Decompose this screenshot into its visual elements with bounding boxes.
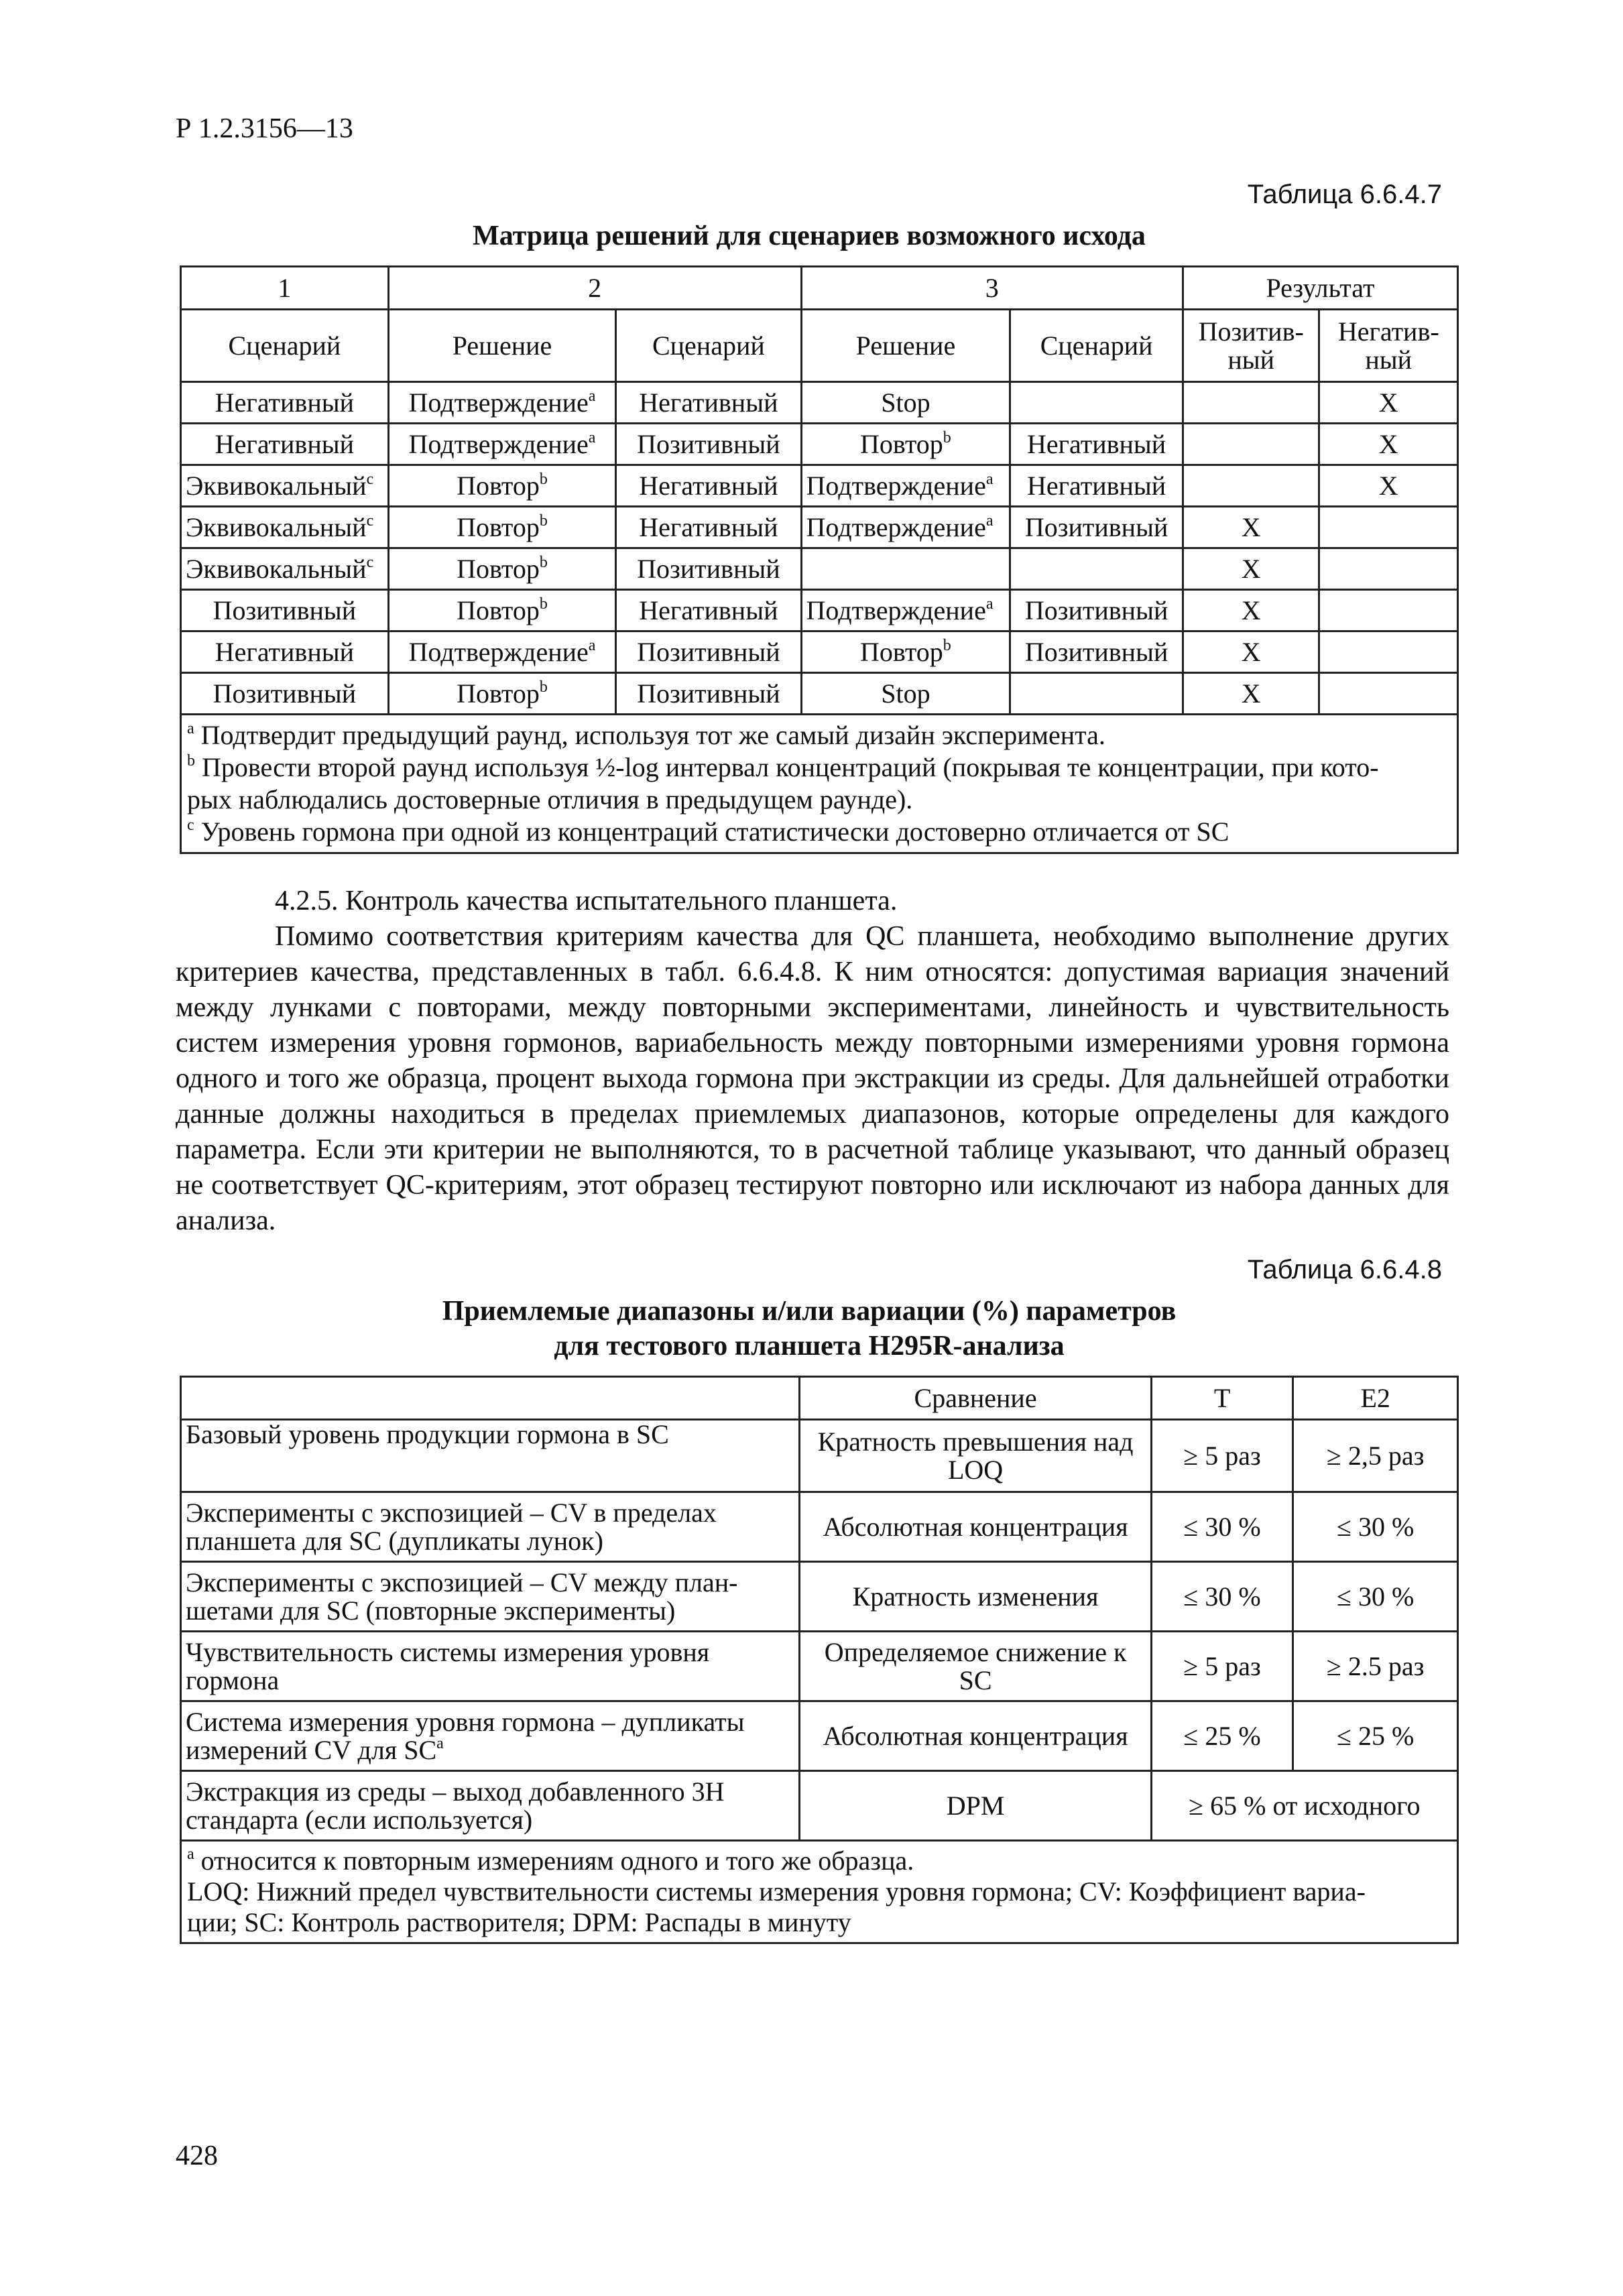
cell-parameter [181, 1420, 800, 1492]
cell-e2: ≤ 30 % [1293, 1492, 1458, 1562]
cell-parameter [181, 1771, 800, 1841]
table1-notes-row [181, 715, 1458, 853]
footnote-b [187, 751, 1451, 784]
cell-text: Эквивокальный [186, 553, 367, 584]
cell-comparison [800, 1420, 1151, 1492]
cell-decision-1 [388, 507, 615, 548]
cell-negative: X [1319, 465, 1458, 507]
footnote-mark: b [539, 511, 548, 530]
footnote-mark: a [985, 470, 994, 488]
cell-scenario-1: Негативный [181, 424, 389, 465]
cell-comparison: Кратность изменения [800, 1562, 1151, 1632]
cell-parameter [181, 1492, 800, 1562]
column-header: T [1151, 1377, 1293, 1420]
header-line: Позитив- [1198, 316, 1304, 347]
column-header: Решение [801, 310, 1010, 382]
cell-decision-2 [801, 548, 1010, 590]
table2-title [176, 1294, 1443, 1364]
cell-decision-1 [388, 673, 615, 715]
cell-t-e2-merged: ≥ 65 % от исходного [1151, 1771, 1457, 1841]
table-row [181, 424, 1458, 465]
cell-e2: ≤ 25 % [1293, 1701, 1458, 1771]
cell-text: Повтор [457, 553, 540, 584]
column-header: Сценарий [181, 310, 389, 382]
table-row [181, 631, 1458, 673]
cell-text: Повтор [860, 636, 943, 667]
cell-decision-1 [388, 590, 615, 631]
footnote-mark: b [539, 678, 548, 696]
cell-text: Подтверждение [408, 387, 589, 418]
cell-scenario-2: Негативный [616, 590, 801, 631]
table-row [181, 1420, 1458, 1492]
cell-parameter [181, 1562, 800, 1632]
table-row [181, 1632, 1458, 1701]
column-header-positive [1183, 310, 1319, 382]
cell-decision-2 [801, 465, 1010, 507]
footnote-text: Провести второй раунд используя ½-log интервал концентраций (покрывая те концентрации, при кото- [195, 752, 1379, 782]
table1-notes [181, 715, 1458, 853]
footnote-mark: a [985, 595, 994, 613]
cell-text: Подтверждение [806, 595, 986, 625]
cell-text: Повтор [457, 678, 540, 709]
cell-comparison: Абсолютная концентрация [800, 1701, 1151, 1771]
footnote-text: относится к повторным измерениям одного и того же образца. [194, 1846, 914, 1876]
group-header: 3 [801, 267, 1183, 310]
cell-text: Подтверждение [408, 636, 589, 667]
cell-decision-1 [388, 465, 615, 507]
cell-text: гормона [186, 1665, 280, 1695]
cell-positive: X [1183, 507, 1319, 548]
cell-scenario-1: Позитивный [181, 590, 389, 631]
table2-notes-row [181, 1841, 1458, 1943]
cell-scenario-1: Негативный [181, 382, 389, 424]
cell-scenario-1 [181, 548, 389, 590]
cell-decision-2: Stop [801, 673, 1010, 715]
cell-scenario-1: Негативный [181, 631, 389, 673]
cell-scenario-3: Позитивный [1010, 631, 1183, 673]
table-row [181, 673, 1458, 715]
cell-decision-2 [801, 507, 1010, 548]
column-header [181, 1377, 800, 1420]
page-number: 428 [176, 2140, 218, 2171]
cell-positive: X [1183, 548, 1319, 590]
cell-t: ≤ 25 % [1151, 1701, 1293, 1771]
footnote-mark: b [943, 636, 951, 654]
footnote-b-cont: рых наблюдались достоверные отличия в предыдущем раунде). [187, 784, 913, 814]
cell-negative: X [1319, 424, 1458, 465]
footnote-mark: a [588, 428, 596, 446]
footnote-mark: a [985, 511, 994, 530]
cell-scenario-2: Негативный [616, 382, 801, 424]
cell-text: стандарта (если используется) [186, 1804, 533, 1835]
cell-parameter [181, 1632, 800, 1701]
cell-text: Подтверждение [408, 428, 589, 459]
cell-comparison [800, 1632, 1151, 1701]
cell-scenario-1 [181, 465, 389, 507]
cell-scenario-3: Позитивный [1010, 590, 1183, 631]
cell-scenario-2: Позитивный [616, 548, 801, 590]
cell-scenario-3: Негативный [1010, 465, 1183, 507]
acceptable-ranges-table [180, 1376, 1459, 1944]
cell-e2: ≤ 30 % [1293, 1562, 1458, 1632]
cell-negative [1319, 673, 1458, 715]
cell-scenario-3 [1010, 382, 1183, 424]
document-id: Р 1.2.3156—13 [176, 113, 353, 144]
footnote-a [187, 719, 1451, 751]
cell-scenario-3 [1010, 673, 1183, 715]
cell-scenario-2: Негативный [616, 507, 801, 548]
table2-notes [181, 1841, 1458, 1943]
cell-positive [1183, 424, 1319, 465]
abbreviations-cont: ции; SC: Контроль растворителя; DPM: Распады в минуту [187, 1907, 851, 1937]
footnote-text: Уровень гормона при одной из концентраций статистически достоверно отличается от SC [194, 817, 1229, 847]
cell-text: Повтор [457, 511, 540, 542]
cell-text: Чувствительность системы измерения уровня [186, 1636, 710, 1667]
section-paragraph: Помимо соответствия критериям качества для QC планшета, необходимо выполнение других критериев качества, представленных в табл. 6.6.4.8. К ним относятся: допустимая вариация значений между лунками с повторами, между повторными экспериментами, линейность и чувствительность систем измерения уровня гормонов, вариабельность между повторными измерениями уровня гормона одного и того же образца, процент выхода гормона при экстракции из среды. Для дальнейшей отработки данные должны находиться в пределах приемлемых диапазонов, которые определены для каждого параметра. Если эти критерии не выполняются, то в расчетной таблице указывают, что данный образец не соответствует QC-критериям, этот образец тестируют повторно или исключают из набора данных для анализа. [176, 921, 1449, 1236]
section-heading: 4.2.5. Контроль качества испытательного планшета. [275, 886, 898, 916]
footnote-mark: b [187, 752, 195, 770]
footnote-mark: b [539, 595, 548, 613]
cell-positive: X [1183, 673, 1319, 715]
cell-scenario-1 [181, 507, 389, 548]
cell-negative: X [1319, 382, 1458, 424]
cell-scenario-3: Негативный [1010, 424, 1183, 465]
cell-text: планшета для SC (дупликаты лунок) [186, 1525, 603, 1556]
group-header: Результат [1183, 267, 1457, 310]
cell-scenario-2: Позитивный [616, 673, 801, 715]
header-line: ный [1227, 344, 1275, 375]
cell-e2: ≥ 2,5 раз [1293, 1420, 1458, 1492]
cell-comparison: Абсолютная концентрация [800, 1492, 1151, 1562]
column-header: Сравнение [800, 1377, 1151, 1420]
table2-title-line: для тестового планшета H295R-анализа [554, 1331, 1065, 1362]
footnote-mark: b [539, 553, 548, 571]
cell-text: Эксперименты с экспозицией – CV между план- [186, 1567, 738, 1597]
cell-e2: ≥ 2.5 раз [1293, 1632, 1458, 1701]
cell-negative [1319, 631, 1458, 673]
cell-text: Система измерения уровня гормона – дупликаты [186, 1706, 745, 1737]
footnote-a [187, 1846, 1451, 1876]
cell-decision-1 [388, 631, 615, 673]
cell-text: Эквивокальный [186, 470, 367, 501]
cell-parameter [181, 1701, 800, 1771]
cell-t: ≤ 30 % [1151, 1492, 1293, 1562]
cell-text: Повтор [457, 470, 540, 501]
column-header: E2 [1293, 1377, 1458, 1420]
cell-decision-1 [388, 548, 615, 590]
cell-positive: X [1183, 631, 1319, 673]
footnote-mark: c [366, 470, 374, 488]
footnote-mark: a [588, 387, 596, 405]
decision-matrix-table [180, 265, 1459, 854]
cell-decision-2 [801, 590, 1010, 631]
cell-text: Эксперименты с экспозицией – CV в пределах [186, 1497, 717, 1528]
footnote-mark: b [539, 470, 548, 488]
cell-negative [1319, 590, 1458, 631]
cell-text: шетами для SC (повторные эксперименты) [186, 1595, 676, 1626]
column-header: Решение [388, 310, 615, 382]
cell-text: измерений CV для SC [186, 1734, 437, 1765]
cell-scenario-3: Позитивный [1010, 507, 1183, 548]
cell-t: ≥ 5 раз [1151, 1632, 1293, 1701]
cell-scenario-2: Позитивный [616, 631, 801, 673]
table-row [181, 1492, 1458, 1562]
abbreviations: LOQ: Нижний предел чувствительности системы измерения уровня гормона; CV: Коэффициент вариа- [187, 1876, 1366, 1907]
table2-title-line: Приемлемые диапазоны и/или вариации (%) параметров [442, 1296, 1177, 1327]
footnote-mark: c [366, 553, 374, 571]
table2-header-row [181, 1377, 1458, 1420]
cell-scenario-2: Позитивный [616, 424, 801, 465]
footnote-mark: c [366, 511, 374, 530]
table-row [181, 548, 1458, 590]
table-row [181, 1562, 1458, 1632]
footnote-mark: a [436, 1734, 444, 1752]
header-line: ный [1365, 344, 1412, 375]
column-header: Сценарий [616, 310, 801, 382]
footnote-mark: a [588, 636, 596, 654]
cell-t: ≤ 30 % [1151, 1562, 1293, 1632]
cell-text: SC [959, 1665, 992, 1695]
cell-text: Эквивокальный [186, 511, 367, 542]
cell-positive [1183, 465, 1319, 507]
cell-text: Кратность превышения над [817, 1426, 1134, 1457]
cell-negative [1319, 548, 1458, 590]
cell-text: Повтор [860, 428, 943, 459]
header-line: Негатив- [1337, 316, 1439, 347]
cell-comparison: DPM [800, 1771, 1151, 1841]
table-row [181, 1771, 1458, 1841]
section-4-2-5 [176, 884, 1449, 1239]
table-row [181, 590, 1458, 631]
group-header: 2 [388, 267, 801, 310]
table-row [181, 465, 1458, 507]
cell-t: ≥ 5 раз [1151, 1420, 1293, 1492]
footnote-mark: a [187, 1846, 194, 1863]
cell-scenario-1: Позитивный [181, 673, 389, 715]
table2-number: Таблица 6.6.4.8 [1247, 1255, 1442, 1284]
cell-text: Базовый уровень продукции гормона в SC [186, 1419, 669, 1449]
column-header: Сценарий [1010, 310, 1183, 382]
cell-decision-1 [388, 382, 615, 424]
cell-scenario-2: Негативный [616, 465, 801, 507]
footnote-text: Подтвердит предыдущий раунд, используя тот же самый дизайн эксперимента. [194, 720, 1105, 750]
cell-text: Определяемое снижение к [824, 1636, 1127, 1667]
table1-group-header-row [181, 267, 1458, 310]
table-row [181, 1701, 1458, 1771]
cell-text: Подтверждение [806, 470, 986, 501]
group-header: 1 [181, 267, 389, 310]
cell-decision-2: Stop [801, 382, 1010, 424]
cell-text: Подтверждение [806, 511, 986, 542]
footnote-mark: a [187, 720, 194, 737]
footnote-mark: c [187, 817, 194, 834]
column-header-negative [1319, 310, 1458, 382]
cell-text: Повтор [457, 595, 540, 625]
cell-positive: X [1183, 590, 1319, 631]
cell-decision-2 [801, 631, 1010, 673]
cell-text: LOQ [947, 1454, 1004, 1485]
table-row [181, 382, 1458, 424]
footnote-c [187, 816, 1451, 848]
cell-decision-1 [388, 424, 615, 465]
table1-column-header-row [181, 310, 1458, 382]
table1-number: Таблица 6.6.4.7 [1247, 180, 1442, 209]
cell-positive [1183, 382, 1319, 424]
cell-text: Экстракция из среды – выход добавленного 3H [186, 1776, 725, 1807]
cell-decision-2 [801, 424, 1010, 465]
cell-negative [1319, 507, 1458, 548]
table-row [181, 507, 1458, 548]
cell-scenario-3 [1010, 548, 1183, 590]
footnote-mark: b [943, 428, 951, 446]
table1-title: Матрица решений для сценариев возможного исхода [473, 221, 1146, 251]
